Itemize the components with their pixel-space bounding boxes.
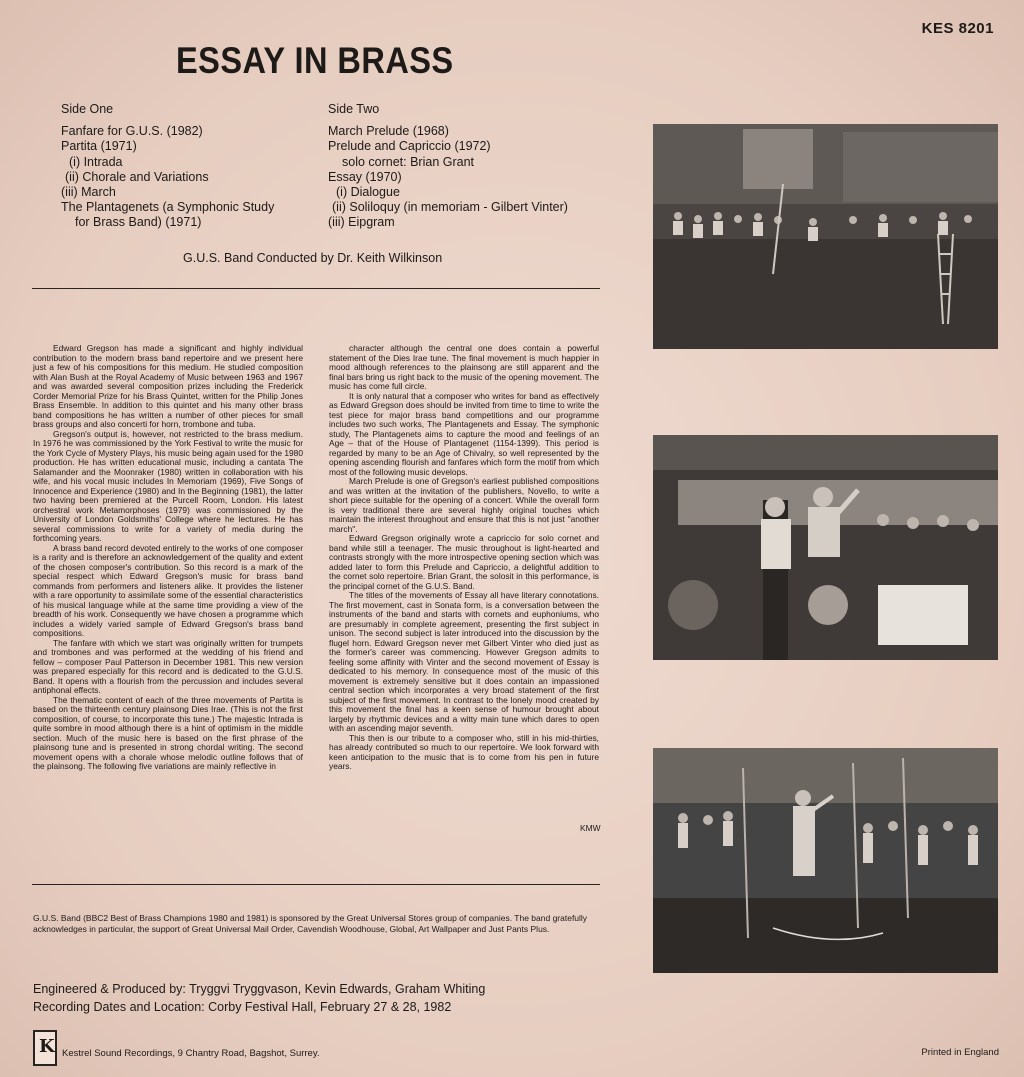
kestrel-logo bbox=[33, 1030, 57, 1066]
label-address: Kestrel Sound Recordings, 9 Chantry Road, Bagshot, Surrey. bbox=[62, 1048, 320, 1059]
liner-paragraph: The thematic content of each of the three movements of Partita is based on the thirteenth century plainsong Dies Irae. (This is not the first composition, of course, to incorporate this tune.) The majestic Intrada is quite sombre in mood although there is a hint of optimism in the middle section. Much of the music here is based on the first phrase of the plainsong tune and is presented in strong chordal writing. The second movement opens with a chorale whose melodic outline follows that of the plainsong. The following five variations are mainly reflective in bbox=[33, 694, 303, 771]
track: Partita (1971) bbox=[61, 139, 137, 154]
liner-paragraph: The fanfare with which we start was originally written for trumpets and trombones and was performed at the wedding of his friend and fellow – composer Paul Patterson in December 1981. This new version was prepared especially for this record and is dedicated to the G.U.S. Band. It opens with a flourish from the percussion and includes several antiphonal effects. bbox=[33, 637, 303, 695]
side-one-tracklist bbox=[61, 102, 274, 231]
track: (ii) Chorale and Variations bbox=[65, 169, 209, 184]
band-photo-2 bbox=[653, 435, 998, 660]
logo-letters: K bbox=[39, 1036, 55, 1057]
side-two-heading: Side Two bbox=[328, 102, 380, 116]
track: (iii) March bbox=[61, 185, 116, 200]
track: March Prelude (1968) bbox=[328, 124, 449, 139]
divider bbox=[32, 288, 600, 289]
catalog-number: KES 8201 bbox=[921, 20, 994, 37]
liner-paragraph: Edward Gregson originally wrote a capriccio for solo cornet and band while still a teenager. The music throughout is light-hearted and contrasts strongly with the more introspective opening section which was added later to form this Prelude and Capriccio, a delightful addition to the cornet solo repertoire. Brian Grant, the solosit in this performance, is the principal cornet of the G.U.S. Band. bbox=[329, 533, 599, 591]
conductor-credit: G.U.S. Band Conducted by Dr. Keith Wilkinson bbox=[183, 251, 443, 265]
track: solo cornet: Brian Grant bbox=[342, 154, 475, 169]
track: Fanfare for G.U.S. (1982) bbox=[61, 124, 203, 139]
notes-signature: KMW bbox=[580, 823, 601, 833]
liner-paragraph: The titles of the movements of Essay all have literary connotations. The first movement, cast in Sonata form, is a conversation between the instruments of the band and starts with cornets and euphoniums, who are presumably in complete agreement, presenting the first subject in unison. The second subject is later introduced into the discussion by the flugel horn. Edward Gregson never met Gilbert Vinter who died just as the former's career was commencing. However Gregson admits to feeling some affinity with Vinter and the second movement of Essay is dedicated to his memory. In consequence most of the music of this movement is extremely sensitive but it does contain an impassioned central section which incorporates a very broad statement of the first subject of the first movement. In contrast to the lonely mood created by this movement the final has a keen sense of humour brought about largely by rhythmic devices and a witty main tune which dares to open with an ascending major seventh. bbox=[329, 590, 599, 733]
album-title: ESSAY IN BRASS bbox=[176, 40, 454, 81]
track: (ii) Soliloquy (in memoriam - Gilbert Vinter) bbox=[332, 200, 568, 215]
track: (iii) Eipgram bbox=[328, 215, 395, 230]
engineer-credit: Engineered & Produced by: Tryggvi Tryggvason, Kevin Edwards, Graham Whiting bbox=[33, 982, 486, 996]
liner-paragraph: March Prelude is one of Gregson's earliest published compositions and was written at the invitation of the publishers, Novello, to write a short piece suitable for the opening of a concert. While the overall form is very traditional there are several highly original touches which maintain the interest throughout and ensure that this is not just "another march". bbox=[329, 476, 599, 534]
sponsor-note: G.U.S. Band (BBC2 Best of Brass Champions 1980 and 1981) is sponsored by the Great Universal Stores group of companies. The band gratefully acknowledges in particular, the support of Great Universal Mail Order, Cavendish Woodhouse, Global, Art Wallpaper and Just Pants Plus. bbox=[33, 913, 588, 934]
liner-paragraph: A brass band record devoted entirely to the works of one composer is a rarity and is therefore an acknowledgement of the quality and extent of the chosen composer's contribution. So this record is a mark of the special respect which Edward Gregson's music for brass band commands from performers and listeners alike. It provides the listener with a rare opportunity to assimilate some of the essential characteristics of his musical language while at the same time providing a view of the breadth of his work. Consequently we have chosen a programme which includes a widely varied sample of Edward Gregson's brass band compositions. bbox=[33, 542, 303, 638]
liner-paragraph: character although the central one does contain a powerful statement of the Dies Irae tune. The final movement is much happier in mood although references to the plainsong are still apparent and the final bars bring us right back to the music of the opening movement. The music has come full circle. bbox=[329, 343, 599, 391]
side-one-heading: Side One bbox=[61, 102, 114, 116]
band-photo-1 bbox=[653, 124, 998, 349]
track: The Plantagenets (a Symphonic Study bbox=[61, 200, 275, 215]
track: for Brass Band) (1971) bbox=[75, 215, 202, 230]
liner-notes-column-1 bbox=[33, 344, 303, 772]
recording-credit: Recording Dates and Location: Corby Festival Hall, February 27 & 28, 1982 bbox=[33, 1000, 452, 1014]
liner-paragraph: Edward Gregson has made a significant and highly individual contribution to the modern brass band repertoire and we present here just a few of his compositions for this medium. He studied composition with Alan Bush at the Royal Academy of Music between 1963 and 1967 and was awarded several composition prizes including the Frederick Corder Memorial Prize for his Brass Quintet, written for the Philip Jones Brass Ensemble. In addition to this quintet and his many other brass band compositions he has written a number of other pieces for small brass groups and also concerti for horn, trombone and tuba. bbox=[33, 343, 303, 429]
liner-paragraph: This then is our tribute to a composer who, still in his mid-thirties, has already contributed so much to our repertoire. We look forward with keen anticipation to the music that is to come from his pen in future years. bbox=[329, 732, 599, 771]
track: (i) Dialogue bbox=[336, 185, 400, 200]
divider bbox=[32, 884, 600, 885]
production-credits bbox=[33, 980, 485, 1016]
printed-in: Printed in England bbox=[921, 1047, 999, 1058]
track: Prelude and Capriccio (1972) bbox=[328, 139, 491, 154]
track: Essay (1970) bbox=[328, 169, 402, 184]
side-two-tracklist bbox=[328, 102, 568, 231]
liner-paragraph: It is only natural that a composer who writes for band as effectively as Edward Gregson does should be invited from time to time to write the test piece for major brass band competitions and our programme includes two such works, The Plantagenets and Essay. The symphonic study, The Plantagenets aims to capture the mood and feelings of an Age – that of the House of Plantagenet (1154-1399). This period is regarded by many to be an Age of Chivalry, so well represented by the opening ascending flourish and fanfares which form the motif from which most of the following music develops. bbox=[329, 390, 599, 477]
liner-paragraph: Gregson's output is, however, not restricted to the brass medium. In 1976 he was commissioned by the York Festival to write the music for the York Cycle of Mystery Plays, his music being again used for the 1980 production. He has written educational music, including a cantata The Salamander and the Moonraker (1980) written in collaboration with his wife, and his vocal music includes In Memoriam (1969), Five Songs of Innocence and Experience (1980) and In the Beginning (1981), the latter two having been premiered at the Purcell Room, London. His latest orchestral work Metamorphoses (1979) was commissioned by the University of London Goldsmiths' College where he lectures. He has several commissions to write for a variety of media during the forthcoming years. bbox=[33, 428, 304, 543]
track: (i) Intrada bbox=[69, 154, 123, 169]
band-photo-3 bbox=[653, 748, 998, 973]
liner-notes-column-2 bbox=[329, 344, 599, 772]
